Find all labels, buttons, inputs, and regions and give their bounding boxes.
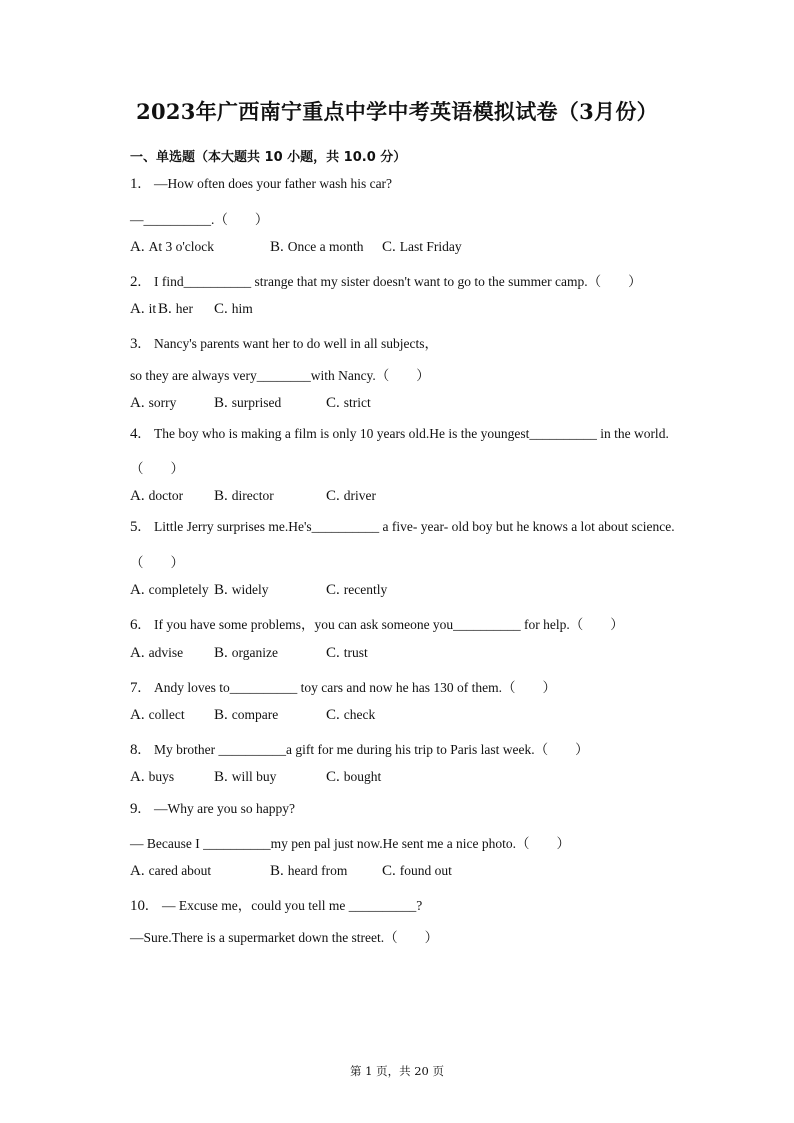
question-number: 10. — [130, 898, 149, 914]
option-b: B. widely — [214, 582, 269, 598]
option-b: B. director — [214, 488, 274, 504]
option-c: C. Last Friday — [382, 239, 462, 255]
page-footer: 第 1 页，共 20 页 — [349, 1064, 445, 1078]
option-a: A. advise — [130, 645, 184, 661]
option-a: A. At 3 o'clock — [130, 239, 215, 255]
option-c: C. strict — [326, 395, 371, 411]
question-number: 2. — [130, 274, 142, 290]
question-number: 4. — [130, 426, 142, 442]
option-b: B. compare — [214, 707, 279, 723]
option-b: B. Once a month — [270, 239, 364, 255]
option-b: B. will buy — [214, 769, 277, 785]
question-number: 8. — [130, 742, 142, 758]
question-8-line-1: 8. My brother __________a gift for me during his trip to Paris last week.（ ） — [130, 742, 589, 758]
option-c: C. bought — [326, 769, 382, 785]
option-c: C. check — [326, 707, 376, 723]
option-c: C. recently — [326, 582, 388, 598]
question-4-line-1: 4. The boy who is making a film is only 10 years old.He is the youngest__________ in the world. — [130, 426, 669, 442]
question-5-line-2: （ ） — [130, 555, 184, 570]
option-c: C. trust — [326, 645, 368, 661]
question-3-line-1: 3. Nancy's parents want her to do well in all subjects， — [130, 336, 438, 352]
question-9-line-1: 9. —Why are you so happy? — [130, 801, 295, 817]
option-c: C. found out — [382, 863, 452, 879]
question-1-line-2: —__________.（ ） — [130, 212, 269, 227]
page-title: 2023年广西南宁重点中学中考英语模拟试卷（3月份） — [136, 99, 658, 124]
section-header: 一、单选题（本大题共 10 小题，共 10.0 分） — [130, 150, 407, 165]
question-number: 1. — [130, 176, 142, 192]
question-10-line-2: —Sure.There is a supermarket down the street.（ ） — [130, 930, 439, 945]
question-9-line-2: — Because I __________my pen pal just now.He sent me a nice photo.（ ） — [130, 836, 571, 851]
option-c: C. driver — [326, 488, 376, 504]
option-a: A. it — [130, 301, 157, 317]
question-10-line-1: 10. — Excuse me，could you tell me __________? — [130, 898, 423, 914]
question-number: 5. — [130, 519, 142, 535]
option-a: A. cared about — [130, 863, 212, 879]
question-3-line-2: so they are always very________with Nancy.（ ） — [130, 368, 430, 383]
option-b: B. surprised — [214, 395, 282, 411]
question-number: 9. — [130, 801, 142, 817]
question-4-line-2: （ ） — [130, 461, 184, 476]
option-b: B. organize — [214, 645, 278, 661]
option-b: B. her — [158, 301, 194, 317]
option-c: C. him — [214, 301, 253, 317]
option-a: A. completely — [130, 582, 209, 598]
question-1-line-1: 1. —How often does your father wash his car? — [130, 176, 393, 192]
option-b: B. heard from — [270, 863, 348, 879]
question-5-line-1: 5. Little Jerry surprises me.He's__________ a five- year- old boy but he knows a lot about science. — [130, 519, 675, 535]
question-2-line-1: 2. I find__________ strange that my sister doesn't want to go to the summer camp.（ ） — [130, 274, 642, 290]
question-number: 3. — [130, 336, 142, 352]
option-a: A. collect — [130, 707, 185, 723]
question-number: 6. — [130, 617, 142, 633]
option-a: A. sorry — [130, 395, 177, 411]
question-number: 7. — [130, 680, 142, 696]
option-a: A. buys — [130, 769, 175, 785]
option-a: A. doctor — [130, 488, 184, 504]
question-6-line-1: 6. If you have some problems，you can ask someone you__________ for help.（ ） — [130, 617, 624, 633]
question-7-line-1: 7. Andy loves to__________ toy cars and now he has 130 of them.（ ） — [130, 680, 556, 696]
